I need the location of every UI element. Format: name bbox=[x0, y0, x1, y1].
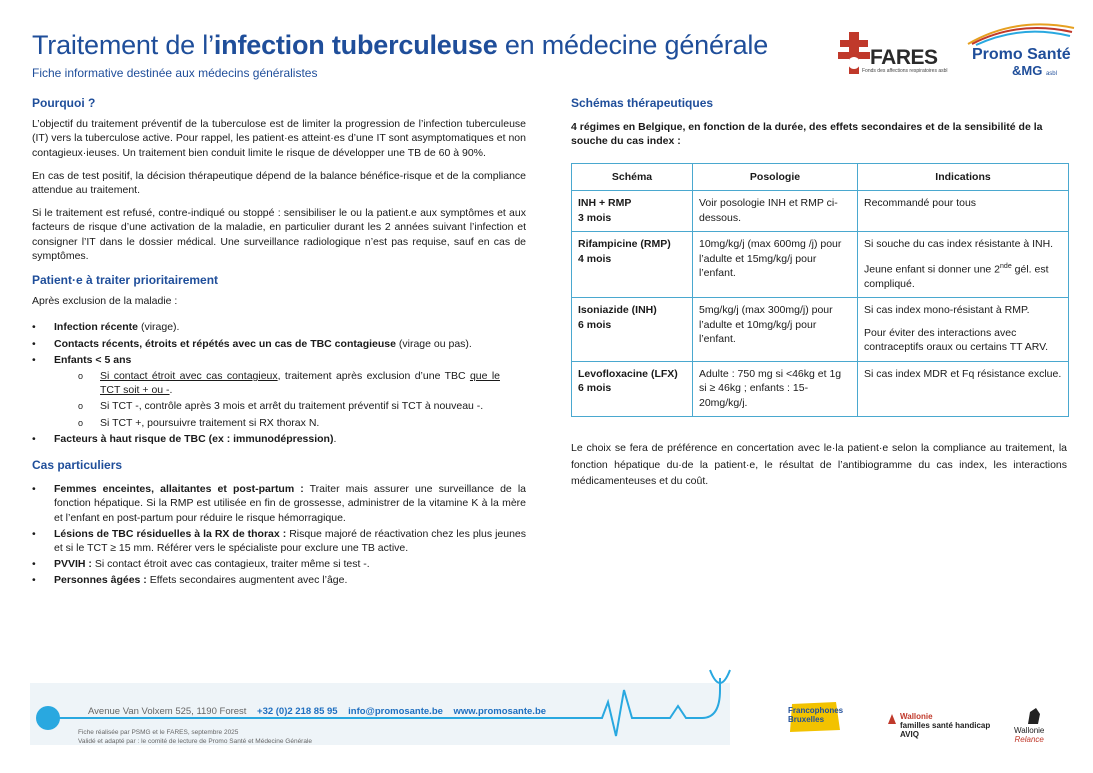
list-item-bold: Personnes âgées : bbox=[54, 574, 147, 587]
section-title-pourquoi: Pourquoi ? bbox=[32, 96, 96, 110]
regimen-name: Rifampicine (RMP) bbox=[578, 238, 671, 250]
logo-line: Wallonie bbox=[1014, 726, 1045, 735]
promo-sante-mg bbox=[1012, 63, 1057, 78]
table-cell bbox=[572, 361, 693, 417]
regimen-duration: 6 mois bbox=[578, 382, 612, 394]
table-cell: Adulte : 750 mg si <46kg et 1g si ≥ 46kg ; enfants : 15-20mg/kg/j. bbox=[693, 361, 858, 417]
schemas-intro: 4 régimes en Belgique, en fonction de la durée, des effets secondaires et de la sensibilité de la souche du cas index : bbox=[571, 120, 1043, 147]
promo-sante-logo: Promo Santé bbox=[972, 46, 1071, 63]
paragraph: En cas de test positif, la décision thérapeutique dépend de la balance bénéfice-risque et de la compliance attendue au traitement. bbox=[32, 169, 526, 197]
list-item bbox=[32, 320, 526, 334]
indication-text: Si cas index mono-résistant à RMP. bbox=[864, 304, 1030, 316]
list-item-bold: Lésions de TBC résiduelles à la RX de thorax : bbox=[54, 527, 287, 540]
list-item-text: Risque majoré de réactivation chez les plus jeunes et si le TCT ≥ 15 mm. Référer vers le spécialiste pour exclure une TB active. bbox=[54, 527, 527, 555]
underlined-text: Si contact étroit avec cas contagieux bbox=[100, 370, 278, 383]
table-row bbox=[572, 298, 1069, 362]
table-cell: Voir posologie INH et RMP ci-dessous. bbox=[693, 191, 858, 232]
regimens-table bbox=[571, 163, 1069, 418]
table-cell: Recommandé pour tous bbox=[858, 191, 1069, 232]
table-cell bbox=[858, 232, 1069, 298]
sub-list-item bbox=[32, 369, 500, 397]
rooster-icon bbox=[886, 712, 898, 726]
logo-line: familles santé handicap bbox=[900, 721, 991, 730]
table-row bbox=[572, 361, 1069, 417]
paragraph: L’objectif du traitement préventif de la tuberculose est de limiter la progression de l’infection tuberculeuse (IT) vers la tuberculose active. Pour rappel, les patient·es atteint·es d’une IT sont asymptomatiques et non contagieux·ieuses. Un traitement bien conduit limite le risque de développer une TB de 60 à 90%. bbox=[32, 118, 526, 159]
footer-contact bbox=[88, 706, 546, 717]
page-subtitle: Fiche informative destinée aux médecins généralistes bbox=[32, 66, 318, 80]
regimen-duration: 4 mois bbox=[578, 252, 612, 265]
right-column bbox=[571, 96, 1067, 490]
section-title-patient: Patient·e à traiter prioritairement bbox=[32, 273, 219, 288]
regimen-duration: 6 mois bbox=[578, 318, 612, 331]
footer-phone[interactable]: +32 (0)2 218 85 95 bbox=[257, 706, 338, 717]
list-item-text: (virage ou pas). bbox=[395, 337, 472, 350]
list-item-text: , traitement après exclusion d’une TBC bbox=[277, 370, 470, 383]
indication-text: Pour éviter des interactions avec contraceptifs oraux ou certains TT ARV. bbox=[864, 326, 1049, 353]
list-item-bold: Contacts récents, étroits et répétés avec un cas de TBC contagieuse bbox=[54, 337, 396, 350]
footer-website[interactable]: www.promosante.be bbox=[453, 706, 547, 717]
logo-line: Relance bbox=[1014, 735, 1044, 744]
list-item bbox=[32, 482, 526, 525]
credit-line: Fiche réalisée par PSMG et le FARES, septembre 2025 bbox=[78, 729, 239, 736]
left-column bbox=[32, 96, 526, 590]
table-cell: 10mg/kg/j (max 600mg /j) pour l’adulte et 15mg/kg/j pour l’enfant. bbox=[693, 232, 858, 298]
list-item-bold: Facteurs à haut risque de TBC (ex : immunodépression) bbox=[54, 432, 334, 445]
logo-line: AVIQ bbox=[900, 730, 919, 739]
paragraph: Si le traitement est refusé, contre-indiqué ou stoppé : sensibiliser le ou la patient.e aux symptômes et aux facteurs de risque d’une activation de la maladie, en particulier durant les 2 années suivant l’infection et consigner l’IT dans le dossier médical. Une surveillance radiologique n’est pas requise, sauf en cas de symptômes. bbox=[32, 207, 526, 262]
section-title-cas: Cas particuliers bbox=[32, 458, 123, 473]
section-title-schemas: Schémas thérapeutiques bbox=[571, 96, 714, 110]
promo-asbl-text: asbl bbox=[1045, 71, 1057, 77]
wallonie-rooster-icon bbox=[1024, 706, 1044, 726]
table-header: Posologie bbox=[693, 163, 858, 191]
list-item-text: . bbox=[169, 384, 173, 397]
fares-logo-text: FARES bbox=[870, 46, 938, 69]
indication-text bbox=[864, 260, 1062, 292]
footer-email[interactable]: info@promosante.be bbox=[348, 706, 443, 717]
fares-logo-subtext: Fonds des affections respiratoires asbl bbox=[862, 68, 948, 74]
table-cell: 5mg/kg/j (max 300mg/j) pour l’adulte et 10mg/kg/j pour l’enfant. bbox=[693, 298, 858, 362]
list-item bbox=[32, 432, 526, 446]
list-item-text: Si contact étroit avec cas contagieux, traiter même si test -. bbox=[91, 558, 370, 571]
list-item bbox=[32, 557, 526, 571]
conclusion: Le choix se fera de préférence en concertation avec le·la patient·e selon la compliance au traitement, la fonction hépatique du·de la patient·e, le résultat de l’antibiogramme du cas index, les interactions médicamenteuses et du coût. bbox=[571, 442, 1067, 487]
francophones-logo-text: Francophones Bruxelles bbox=[788, 706, 844, 724]
paragraph: Après exclusion de la maladie : bbox=[32, 295, 178, 308]
table-row bbox=[572, 191, 1069, 232]
table-cell bbox=[858, 298, 1069, 362]
page-title bbox=[32, 30, 768, 61]
credit-line: Validé et adapté par : le comité de lecture de Promo Santé et Médecine Générale bbox=[78, 738, 313, 745]
list-item-text: Effets secondaires augmentent avec l’âge. bbox=[146, 574, 348, 587]
wallonie-relance-logo bbox=[1014, 726, 1044, 744]
table-cell bbox=[572, 232, 693, 298]
sub-list-item: o Si TCT +, poursuivre traitement si RX thorax N. bbox=[32, 416, 526, 430]
wallonie-aviq-logo bbox=[900, 712, 990, 739]
list-item bbox=[32, 337, 526, 351]
list-item-text: Traiter mais assurer une surveillance de la fonction hépatique. Si la RMP est utilisée en fin de grossesse, administrer de la vitamine K à la mère et l’enfant en post-partum pour réduire le risque hémorragique. bbox=[54, 483, 527, 524]
promo-mg-text: &MG bbox=[1012, 63, 1043, 78]
table-cell bbox=[572, 191, 693, 232]
indication-part: gél. est compliqué. bbox=[864, 263, 1049, 290]
regimen-name: INH + RMP bbox=[578, 197, 632, 209]
table-cell: Si cas index MDR et Fq résistance exclue. bbox=[858, 361, 1069, 417]
special-cases-list bbox=[32, 482, 526, 587]
underlined-text: que le TCT soit + ou - bbox=[100, 370, 500, 397]
list-item bbox=[32, 573, 526, 587]
list-item-bold: Infection récente bbox=[54, 321, 139, 334]
regimen-name: Isoniazide (INH) bbox=[578, 304, 657, 316]
sub-list-item: o Si TCT -, contrôle après 3 mois et arrêt du traitement préventif si TCT à nouveau -. bbox=[32, 399, 526, 413]
title-part: Traitement de l’ bbox=[32, 30, 214, 60]
regimen-name: Levofloxacine (LFX) bbox=[578, 367, 678, 380]
indication-part: Jeune enfant si donner une 2 bbox=[864, 263, 1001, 275]
logo-line: Wallonie bbox=[900, 712, 933, 721]
list-item-text: (virage). bbox=[138, 321, 180, 334]
list-item-bold: PVVIH : bbox=[54, 558, 92, 571]
list-item-text: . bbox=[333, 432, 337, 445]
table-row bbox=[572, 232, 1069, 298]
indication-text: Si souche du cas index résistante à INH. bbox=[864, 238, 1054, 250]
list-item bbox=[32, 527, 526, 555]
superscript: nde bbox=[1000, 262, 1012, 270]
title-part: en médecine générale bbox=[497, 30, 769, 60]
table-header: Indications bbox=[858, 163, 1069, 191]
regimen-duration: 3 mois bbox=[578, 211, 612, 224]
table-header: Schéma bbox=[572, 163, 693, 191]
list-item-bold: Enfants < 5 ans bbox=[54, 353, 132, 366]
promo-sante-arc-icon bbox=[966, 20, 1076, 46]
footer-credits bbox=[78, 728, 312, 746]
priority-list bbox=[32, 320, 526, 446]
title-emphasis: infection tuberculeuse bbox=[213, 30, 498, 60]
list-item bbox=[32, 353, 526, 367]
list-item-bold: Femmes enceintes, allaitantes et post-partum : bbox=[54, 483, 304, 496]
table-cell bbox=[572, 298, 693, 362]
footer-address: Avenue Van Volxem 525, 1190 Forest bbox=[88, 706, 247, 717]
table-header-row bbox=[572, 163, 1069, 191]
